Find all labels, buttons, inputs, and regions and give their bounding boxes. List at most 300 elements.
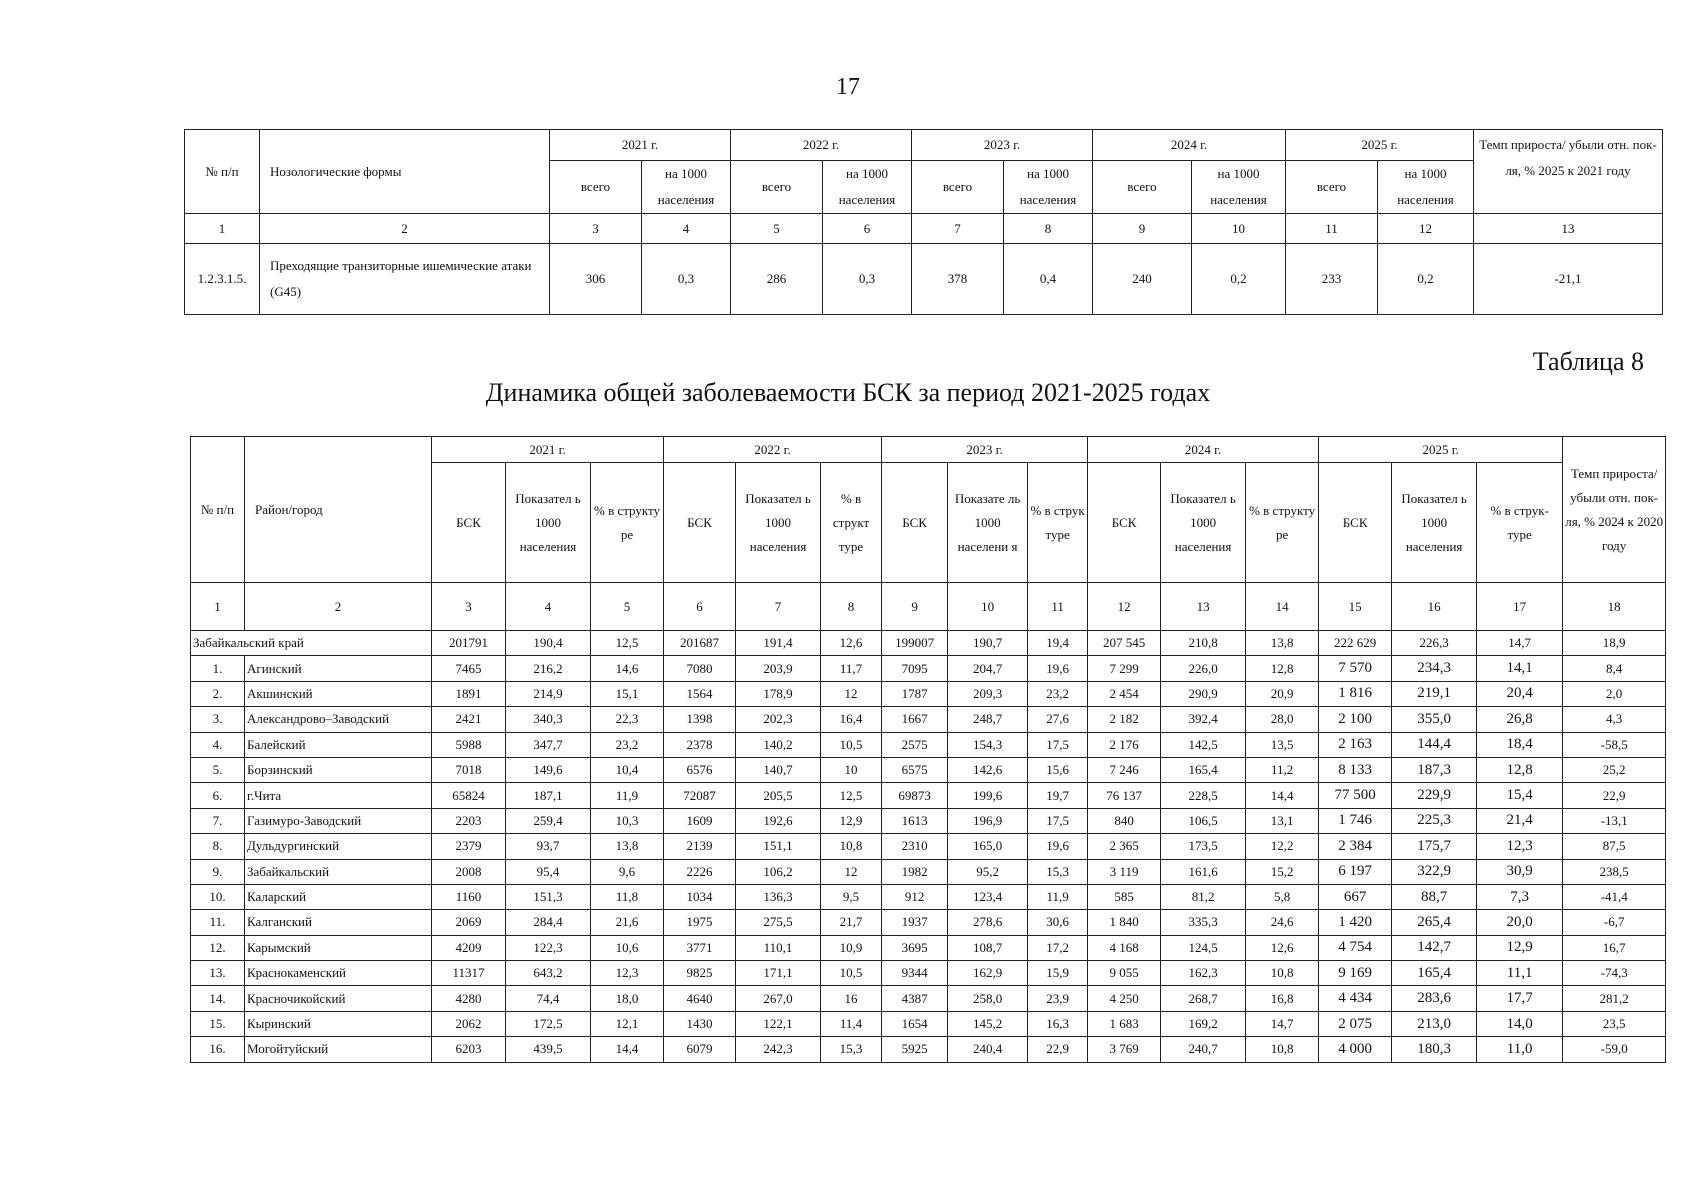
cell: 840 [1088, 808, 1161, 833]
cell: 17,5 [1028, 732, 1088, 757]
cell: 1975 [664, 910, 736, 935]
cell: 4280 [432, 986, 506, 1011]
cell: 65824 [432, 783, 506, 808]
cell: 6203 [432, 1037, 506, 1062]
cell: 11317 [432, 961, 506, 986]
col-number: 2 [245, 583, 432, 631]
cell-district: Балейский [245, 732, 432, 757]
cell: 10,6 [591, 935, 664, 960]
cell: 10,5 [821, 732, 882, 757]
cell: 585 [1088, 884, 1161, 909]
cell: 77 500 [1319, 783, 1392, 808]
cell: 123,4 [948, 884, 1028, 909]
col-number: 1 [191, 583, 245, 631]
cell: 11,9 [1028, 884, 1088, 909]
cell: 4,3 [1563, 707, 1666, 732]
header-bsk: БСК [1319, 463, 1392, 583]
cell: 306 [550, 244, 642, 315]
cell: 18,0 [591, 986, 664, 1011]
cell: 259,4 [506, 808, 591, 833]
col-number: 8 [1004, 214, 1093, 244]
cell: 1034 [664, 884, 736, 909]
cell: 667 [1319, 884, 1392, 909]
cell: 162,9 [948, 961, 1028, 986]
cell: 15,9 [1028, 961, 1088, 986]
table-row [191, 808, 1666, 833]
cell: 1982 [882, 859, 948, 884]
cell: 643,2 [506, 961, 591, 986]
cell: 2 454 [1088, 681, 1161, 706]
cell: 5988 [432, 732, 506, 757]
cell: 13,8 [1246, 631, 1319, 656]
cell: 11,1 [1477, 961, 1563, 986]
cell-district: Борзинский [245, 757, 432, 782]
cell: 281,2 [1563, 986, 1666, 1011]
cell: 2379 [432, 834, 506, 859]
cell: 347,7 [506, 732, 591, 757]
cell: 192,6 [736, 808, 821, 833]
cell: 10. [191, 884, 245, 909]
table2-col-numbers [191, 583, 1666, 631]
cell: 278,6 [948, 910, 1028, 935]
cell: 144,4 [1392, 732, 1477, 757]
cell: 21,6 [591, 910, 664, 935]
cell: 2062 [432, 1011, 506, 1036]
col-number: 4 [642, 214, 731, 244]
cell: 15,3 [1028, 859, 1088, 884]
cell: 240,4 [948, 1037, 1028, 1062]
cell: 136,3 [736, 884, 821, 909]
cell: -74,3 [1563, 961, 1666, 986]
cell: 11,7 [821, 656, 882, 681]
cell: 439,5 [506, 1037, 591, 1062]
cell: 1.2.3.1.5. [185, 244, 260, 315]
cell: 12,6 [821, 631, 882, 656]
cell: 11,9 [591, 783, 664, 808]
col-number: 13 [1474, 214, 1663, 244]
cell: 265,4 [1392, 910, 1477, 935]
cell: 201791 [432, 631, 506, 656]
cell: 190,7 [948, 631, 1028, 656]
cell: 106,2 [736, 859, 821, 884]
cell-district: Могойтуйский [245, 1037, 432, 1062]
header-year: 2024 г. [1088, 437, 1319, 463]
cell: 283,6 [1392, 986, 1477, 1011]
header-year: 2021 г. [432, 437, 664, 463]
cell: -58,5 [1563, 732, 1666, 757]
cell: -41,4 [1563, 884, 1666, 909]
col-number: 12 [1088, 583, 1161, 631]
cell: 16,3 [1028, 1011, 1088, 1036]
cell: 2 176 [1088, 732, 1161, 757]
cell-district: Газимуро-Заводский [245, 808, 432, 833]
cell: 8 133 [1319, 757, 1392, 782]
cell: 24,6 [1246, 910, 1319, 935]
header-bsk: БСК [1088, 463, 1161, 583]
cell: 214,9 [506, 681, 591, 706]
cell: 22,9 [1563, 783, 1666, 808]
cell: 233 [1286, 244, 1378, 315]
cell: 240,7 [1161, 1037, 1246, 1062]
header-year: 2025 г. [1319, 437, 1563, 463]
cell: 8. [191, 834, 245, 859]
cell: 3695 [882, 935, 948, 960]
cell: 124,5 [1161, 935, 1246, 960]
cell: 25,2 [1563, 757, 1666, 782]
cell: 4 434 [1319, 986, 1392, 1011]
cell: 169,2 [1161, 1011, 1246, 1036]
cell: 13. [191, 961, 245, 986]
cell: 17,2 [1028, 935, 1088, 960]
cell: 19,4 [1028, 631, 1088, 656]
cell: 213,0 [1392, 1011, 1477, 1036]
header-growth: Темп прироста/ убыли отн. пок-ля, % 2024 к 2020 году [1563, 437, 1666, 583]
cell: 240 [1093, 244, 1192, 315]
cell-region: Забайкальский край [191, 631, 432, 656]
cell: 191,4 [736, 631, 821, 656]
cell: 322,9 [1392, 859, 1477, 884]
col-number: 15 [1319, 583, 1392, 631]
cell: 7018 [432, 757, 506, 782]
cell: 7095 [882, 656, 948, 681]
cell: 165,4 [1161, 757, 1246, 782]
header-district: Район/город [245, 437, 432, 583]
cell: 2226 [664, 859, 736, 884]
cell: 2378 [664, 732, 736, 757]
cell: 2,0 [1563, 681, 1666, 706]
header-share: % в струк туре [1028, 463, 1088, 583]
cell: 3 769 [1088, 1037, 1161, 1062]
table-row [185, 244, 1663, 315]
col-number: 13 [1161, 583, 1246, 631]
cell: 4 250 [1088, 986, 1161, 1011]
cell: 122,1 [736, 1011, 821, 1036]
cell: 6576 [664, 757, 736, 782]
cell: 12,5 [821, 783, 882, 808]
cell: 0,2 [1378, 244, 1474, 315]
cell: 12,3 [1477, 834, 1563, 859]
table-label: Таблица 8 [1532, 347, 1644, 376]
cell: 15,1 [591, 681, 664, 706]
cell: 1787 [882, 681, 948, 706]
cell: 9 055 [1088, 961, 1161, 986]
col-number: 4 [506, 583, 591, 631]
cell: 23,9 [1028, 986, 1088, 1011]
cell: 1613 [882, 808, 948, 833]
header-num: № п/п [191, 437, 245, 583]
cell: 12,9 [821, 808, 882, 833]
header-rate: Показате ль 1000 населени я [948, 463, 1028, 583]
cell: 151,3 [506, 884, 591, 909]
cell: 205,5 [736, 783, 821, 808]
cell: 15,3 [821, 1037, 882, 1062]
table1-header-row [185, 130, 1663, 161]
header-year: 2023 г. [912, 130, 1093, 161]
cell-district: Калганский [245, 910, 432, 935]
cell: 4209 [432, 935, 506, 960]
cell: 258,0 [948, 986, 1028, 1011]
header-bsk: БСК [664, 463, 736, 583]
header-year: 2021 г. [550, 130, 731, 161]
header-rate: Показател ь 1000 населения [1161, 463, 1246, 583]
cell-district: Кыринский [245, 1011, 432, 1036]
cell: 142,5 [1161, 732, 1246, 757]
cell: 10,4 [591, 757, 664, 782]
cell: 14,4 [1246, 783, 1319, 808]
cell: 142,7 [1392, 935, 1477, 960]
cell: 19,7 [1028, 783, 1088, 808]
cell: 1609 [664, 808, 736, 833]
cell: 7080 [664, 656, 736, 681]
cell: 912 [882, 884, 948, 909]
cell: 69873 [882, 783, 948, 808]
cell: 225,3 [1392, 808, 1477, 833]
cell: 7 299 [1088, 656, 1161, 681]
cell: 234,3 [1392, 656, 1477, 681]
cell: -59,0 [1563, 1037, 1666, 1062]
header-forms: Нозологические формы [260, 130, 550, 214]
cell: -21,1 [1474, 244, 1663, 315]
table-title: Динамика общей заболеваемости БСК за период 2021-2025 годах [485, 378, 1211, 407]
cell: 201687 [664, 631, 736, 656]
cell: 202,3 [736, 707, 821, 732]
cell: 10,9 [821, 935, 882, 960]
cell: 242,3 [736, 1037, 821, 1062]
cell: 172,5 [506, 1011, 591, 1036]
cell: 6079 [664, 1037, 736, 1062]
cell: 4 168 [1088, 935, 1161, 960]
cell: 12,3 [591, 961, 664, 986]
table-row [191, 656, 1666, 681]
cell: 2310 [882, 834, 948, 859]
cell: 2 182 [1088, 707, 1161, 732]
cell: 209,3 [948, 681, 1028, 706]
table-row [191, 1011, 1666, 1036]
cell: 149,6 [506, 757, 591, 782]
table-row [191, 707, 1666, 732]
cell: 1 683 [1088, 1011, 1161, 1036]
cell: 2139 [664, 834, 736, 859]
header-bsk: БСК [432, 463, 506, 583]
cell-district: Дульдургинский [245, 834, 432, 859]
cell: 216,2 [506, 656, 591, 681]
bsk-morbidity-table [190, 436, 1666, 1063]
cell: 22,9 [1028, 1037, 1088, 1062]
cell-district: Красночикойский [245, 986, 432, 1011]
cell: 10,8 [1246, 1037, 1319, 1062]
cell: 8,4 [1563, 656, 1666, 681]
cell-district: Акшинский [245, 681, 432, 706]
header-share: % в структу ре [591, 463, 664, 583]
cell: 7465 [432, 656, 506, 681]
cell: 2 384 [1319, 834, 1392, 859]
cell: 12. [191, 935, 245, 960]
cell-district: Агинский [245, 656, 432, 681]
header-total: всего [731, 161, 823, 214]
cell: 173,5 [1161, 834, 1246, 859]
cell: 19,6 [1028, 656, 1088, 681]
cell: 219,1 [1392, 681, 1477, 706]
header-bsk: БСК [882, 463, 948, 583]
cell: 108,7 [948, 935, 1028, 960]
cell: Преходящие транзиторные ишемические атаки (G45) [260, 244, 550, 315]
cell: 1 840 [1088, 910, 1161, 935]
cell: 9344 [882, 961, 948, 986]
cell: 76 137 [1088, 783, 1161, 808]
col-number: 14 [1246, 583, 1319, 631]
cell: 12,2 [1246, 834, 1319, 859]
cell: 27,6 [1028, 707, 1088, 732]
cell: 4 754 [1319, 935, 1392, 960]
cell: 1 816 [1319, 681, 1392, 706]
cell: 15. [191, 1011, 245, 1036]
cell: 18,4 [1477, 732, 1563, 757]
cell: 7 570 [1319, 656, 1392, 681]
cell: 199,6 [948, 783, 1028, 808]
cell: 14,7 [1246, 1011, 1319, 1036]
cell: 9,5 [821, 884, 882, 909]
cell: 13,5 [1246, 732, 1319, 757]
table-row [191, 732, 1666, 757]
cell: -6,7 [1563, 910, 1666, 935]
col-number: 2 [260, 214, 550, 244]
cell: 1 746 [1319, 808, 1392, 833]
cell: 23,5 [1563, 1011, 1666, 1036]
cell: 12,5 [591, 631, 664, 656]
cell: 15,4 [1477, 783, 1563, 808]
cell: 2069 [432, 910, 506, 935]
cell: 238,5 [1563, 859, 1666, 884]
cell-district: Забайкальский [245, 859, 432, 884]
cell: 110,1 [736, 935, 821, 960]
header-per1000: на 1000 населения [1378, 161, 1474, 214]
header-share: % в струк- туре [1477, 463, 1563, 583]
cell: 9,6 [591, 859, 664, 884]
cell: 378 [912, 244, 1004, 315]
cell: 140,2 [736, 732, 821, 757]
page-number: 17 [836, 74, 860, 100]
cell: 1654 [882, 1011, 948, 1036]
cell: 204,7 [948, 656, 1028, 681]
table-row [191, 783, 1666, 808]
col-number: 8 [821, 583, 882, 631]
cell: 10,5 [821, 961, 882, 986]
cell: 11. [191, 910, 245, 935]
cell: 190,4 [506, 631, 591, 656]
table1-col-numbers [185, 214, 1663, 244]
col-number: 11 [1286, 214, 1378, 244]
cell: 21,7 [821, 910, 882, 935]
nosology-table [184, 129, 1663, 315]
header-year: 2022 г. [731, 130, 912, 161]
cell: 392,4 [1161, 707, 1246, 732]
cell: 12 [821, 681, 882, 706]
cell: 12,8 [1246, 656, 1319, 681]
cell: 175,7 [1392, 834, 1477, 859]
cell: 16,8 [1246, 986, 1319, 1011]
cell: 6 197 [1319, 859, 1392, 884]
cell: 2575 [882, 732, 948, 757]
col-number: 5 [591, 583, 664, 631]
cell: 10 [821, 757, 882, 782]
cell-district: г.Чита [245, 783, 432, 808]
cell: 1564 [664, 681, 736, 706]
cell: 5925 [882, 1037, 948, 1062]
cell: 10,8 [1246, 961, 1319, 986]
cell: 122,3 [506, 935, 591, 960]
cell: 88,7 [1392, 884, 1477, 909]
cell: 165,4 [1392, 961, 1477, 986]
cell: 14. [191, 986, 245, 1011]
cell: 28,0 [1246, 707, 1319, 732]
cell: 95,2 [948, 859, 1028, 884]
col-number: 7 [736, 583, 821, 631]
table2-header-row [191, 437, 1666, 463]
cell: 355,0 [1392, 707, 1477, 732]
cell: 203,9 [736, 656, 821, 681]
header-share: % в структу ре [1246, 463, 1319, 583]
cell: 4387 [882, 986, 948, 1011]
table-row-total [191, 631, 1666, 656]
col-number: 10 [1192, 214, 1286, 244]
cell: 6575 [882, 757, 948, 782]
table-row [191, 757, 1666, 782]
cell: 229,9 [1392, 783, 1477, 808]
col-number: 7 [912, 214, 1004, 244]
col-number: 6 [664, 583, 736, 631]
col-number: 12 [1378, 214, 1474, 244]
cell-district: Краснокаменский [245, 961, 432, 986]
cell: 154,3 [948, 732, 1028, 757]
cell: 12,1 [591, 1011, 664, 1036]
cell: 20,4 [1477, 681, 1563, 706]
cell: 30,6 [1028, 910, 1088, 935]
cell: 162,3 [1161, 961, 1246, 986]
cell: 0,3 [823, 244, 912, 315]
header-rate: Показател ь 1000 населения [1392, 463, 1477, 583]
header-per1000: на 1000 населения [642, 161, 731, 214]
cell: 11,2 [1246, 757, 1319, 782]
cell: 7,3 [1477, 884, 1563, 909]
header-rate: Показател ь 1000 населения [506, 463, 591, 583]
cell: 15,6 [1028, 757, 1088, 782]
cell: 2 100 [1319, 707, 1392, 732]
cell: 290,9 [1161, 681, 1246, 706]
cell: 14,0 [1477, 1011, 1563, 1036]
cell: 1160 [432, 884, 506, 909]
cell: 1891 [432, 681, 506, 706]
header-total: всего [550, 161, 642, 214]
cell: 106,5 [1161, 808, 1246, 833]
cell: 9825 [664, 961, 736, 986]
cell-district: Карымский [245, 935, 432, 960]
cell: 142,6 [948, 757, 1028, 782]
table2-body [191, 656, 1666, 1062]
cell: 13,8 [591, 834, 664, 859]
cell: 18,9 [1563, 631, 1666, 656]
table-row [191, 884, 1666, 909]
cell: 1 420 [1319, 910, 1392, 935]
cell: 23,2 [591, 732, 664, 757]
cell: 10,3 [591, 808, 664, 833]
header-per1000: на 1000 населения [823, 161, 912, 214]
table-row [191, 681, 1666, 706]
cell: 3. [191, 707, 245, 732]
col-number: 17 [1477, 583, 1563, 631]
cell: 2 163 [1319, 732, 1392, 757]
cell: 140,7 [736, 757, 821, 782]
cell: 12 [821, 859, 882, 884]
